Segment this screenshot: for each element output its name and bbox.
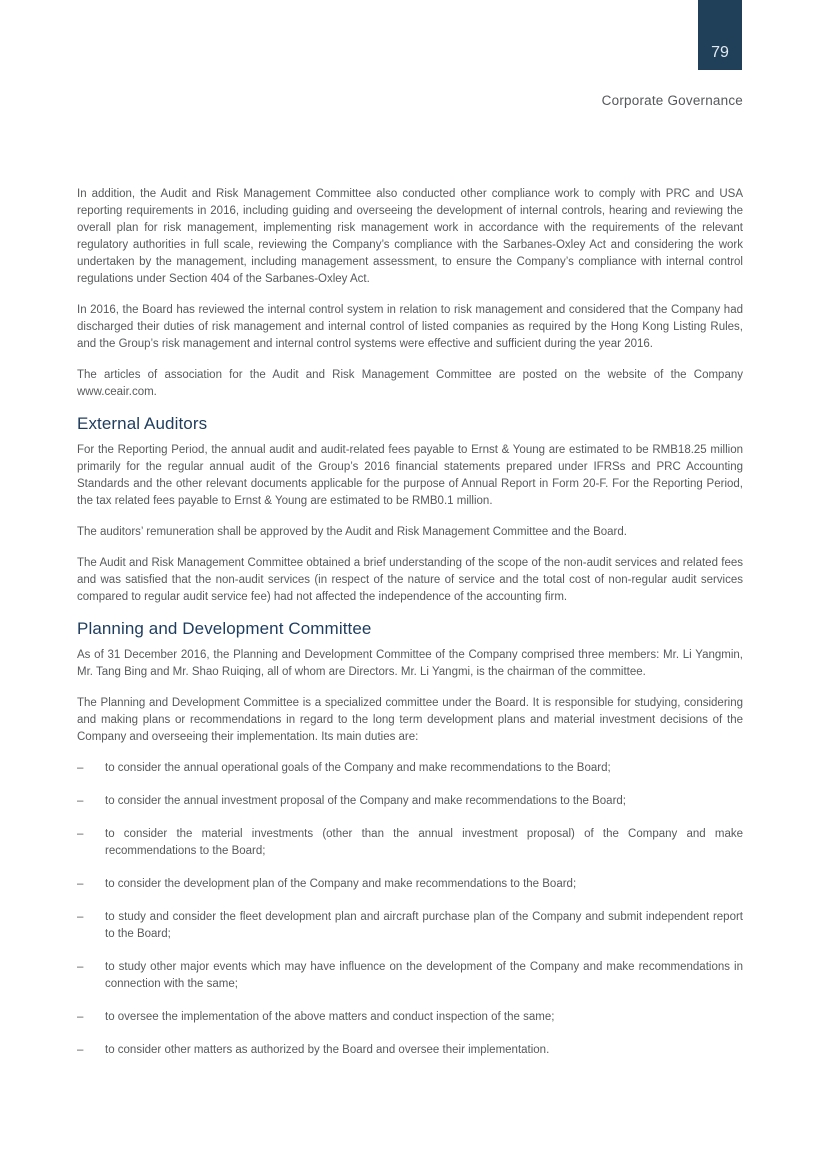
page-number-badge [698,0,742,70]
paragraph: In 2016, the Board has reviewed the internal control system in relation to risk management and considered that the Company had discharged their duties of risk management and internal control of listed companies as required by the Hong Kong Listing Rules, and the Group’s risk management and internal control systems were effective and sufficient during the year 2016. [77,304,743,350]
paragraph: The Planning and Development Committee is a specialized committee under the Board. It is responsible for studying, considering and making plans or recommendations in regard to the long term development plans and material investment decisions of the Company and overseeing their implementation. Its main duties are: [77,697,743,743]
list-item-text: to consider the annual investment proposal of the Company and make recommendations to the Board; [105,795,626,807]
paragraph: The Audit and Risk Management Committee obtained a brief understanding of the scope of the non-audit services and related fees and was satisfied that the non-audit services (in respect of the nature of service and the total cost of non-regular audit services compared to regular audit service fee) had not affected the independence of the accounting firm. [77,557,743,603]
list-item [77,826,743,860]
page-number: 79 [711,44,729,61]
list-item [77,793,743,810]
list-item-text: to consider the development plan of the Company and make recommendations to the Board; [105,878,577,890]
page-header-title: Corporate Governance [601,93,743,108]
duties-list [77,760,743,1059]
list-item-text: to consider other matters as authorized by the Board and oversee their implementation. [105,1044,550,1056]
list-item-text: to oversee the implementation of the above matters and conduct inspection of the same; [105,1011,555,1023]
list-item-text: to consider the annual operational goals of the Company and make recommendations to the Board; [105,762,611,774]
list-item [77,959,743,993]
dash-marker: – [77,795,84,807]
section-heading-planning-committee: Planning and Development Committee [77,619,372,638]
paragraph: The auditors’ remuneration shall be approved by the Audit and Risk Management Committee and the Board. [77,526,627,538]
list-item [77,876,743,893]
dash-marker: – [77,878,84,890]
list-item [77,1042,743,1059]
paragraph: The articles of association for the Audit and Risk Management Committee are posted on the website of the Company www.ceair.com. [77,369,743,398]
dash-marker: – [77,961,84,973]
list-item-text: to consider the material investments (other than the annual investment proposal) of the Company and make recommendations to the Board; [105,828,743,857]
dash-marker: – [77,911,84,923]
dash-marker: – [77,828,84,840]
section-heading-external-auditors: External Auditors [77,414,208,433]
paragraph: For the Reporting Period, the annual audit and audit-related fees payable to Ernst & Young are estimated to be RMB18.25 million primarily for the regular annual audit of the Group’s 2016 financial statements prepared under IFRSs and PRC Accounting Standards and the other relevant documents applicable for the purpose of Annual Report in Form 20-F. For the Reporting Period, the tax related fees payable to Ernst & Young are estimated to be RMB0.1 million. [77,444,743,507]
list-item-text: to study and consider the fleet development plan and aircraft purchase plan of the Company and submit independent report to the Board; [105,911,743,940]
dash-marker: – [77,762,84,774]
paragraph: As of 31 December 2016, the Planning and Development Committee of the Company comprised three members: Mr. Li Yangmin, Mr. Tang Bing and Mr. Shao Ruiqing, all of whom are Directors. Mr. Li Yangmi, is the chairman of the committee. [77,649,743,678]
dash-marker: – [77,1044,84,1056]
list-item [77,760,743,777]
list-item-text: to study other major events which may have influence on the development of the Company and make recommendations in connection with the same; [105,961,743,990]
list-item [77,909,743,943]
list-item [77,1009,743,1026]
paragraph: In addition, the Audit and Risk Management Committee also conducted other compliance work to comply with PRC and USA reporting requirements in 2016, including guiding and overseeing the development of internal controls, hearing and reviewing the overall plan for risk management, implementing risk management work in accordance with the requirements of the relevant regulatory authorities in full scale, reviewing the Company’s compliance with the Sarbanes-Oxley Act and considering the work undertaken by the management, including management assessment, to ensure the Company’s compliance with internal control regulations under Section 404 of the Sarbanes-Oxley Act. [77,188,743,285]
dash-marker: – [77,1011,84,1023]
page-content [77,186,743,1075]
